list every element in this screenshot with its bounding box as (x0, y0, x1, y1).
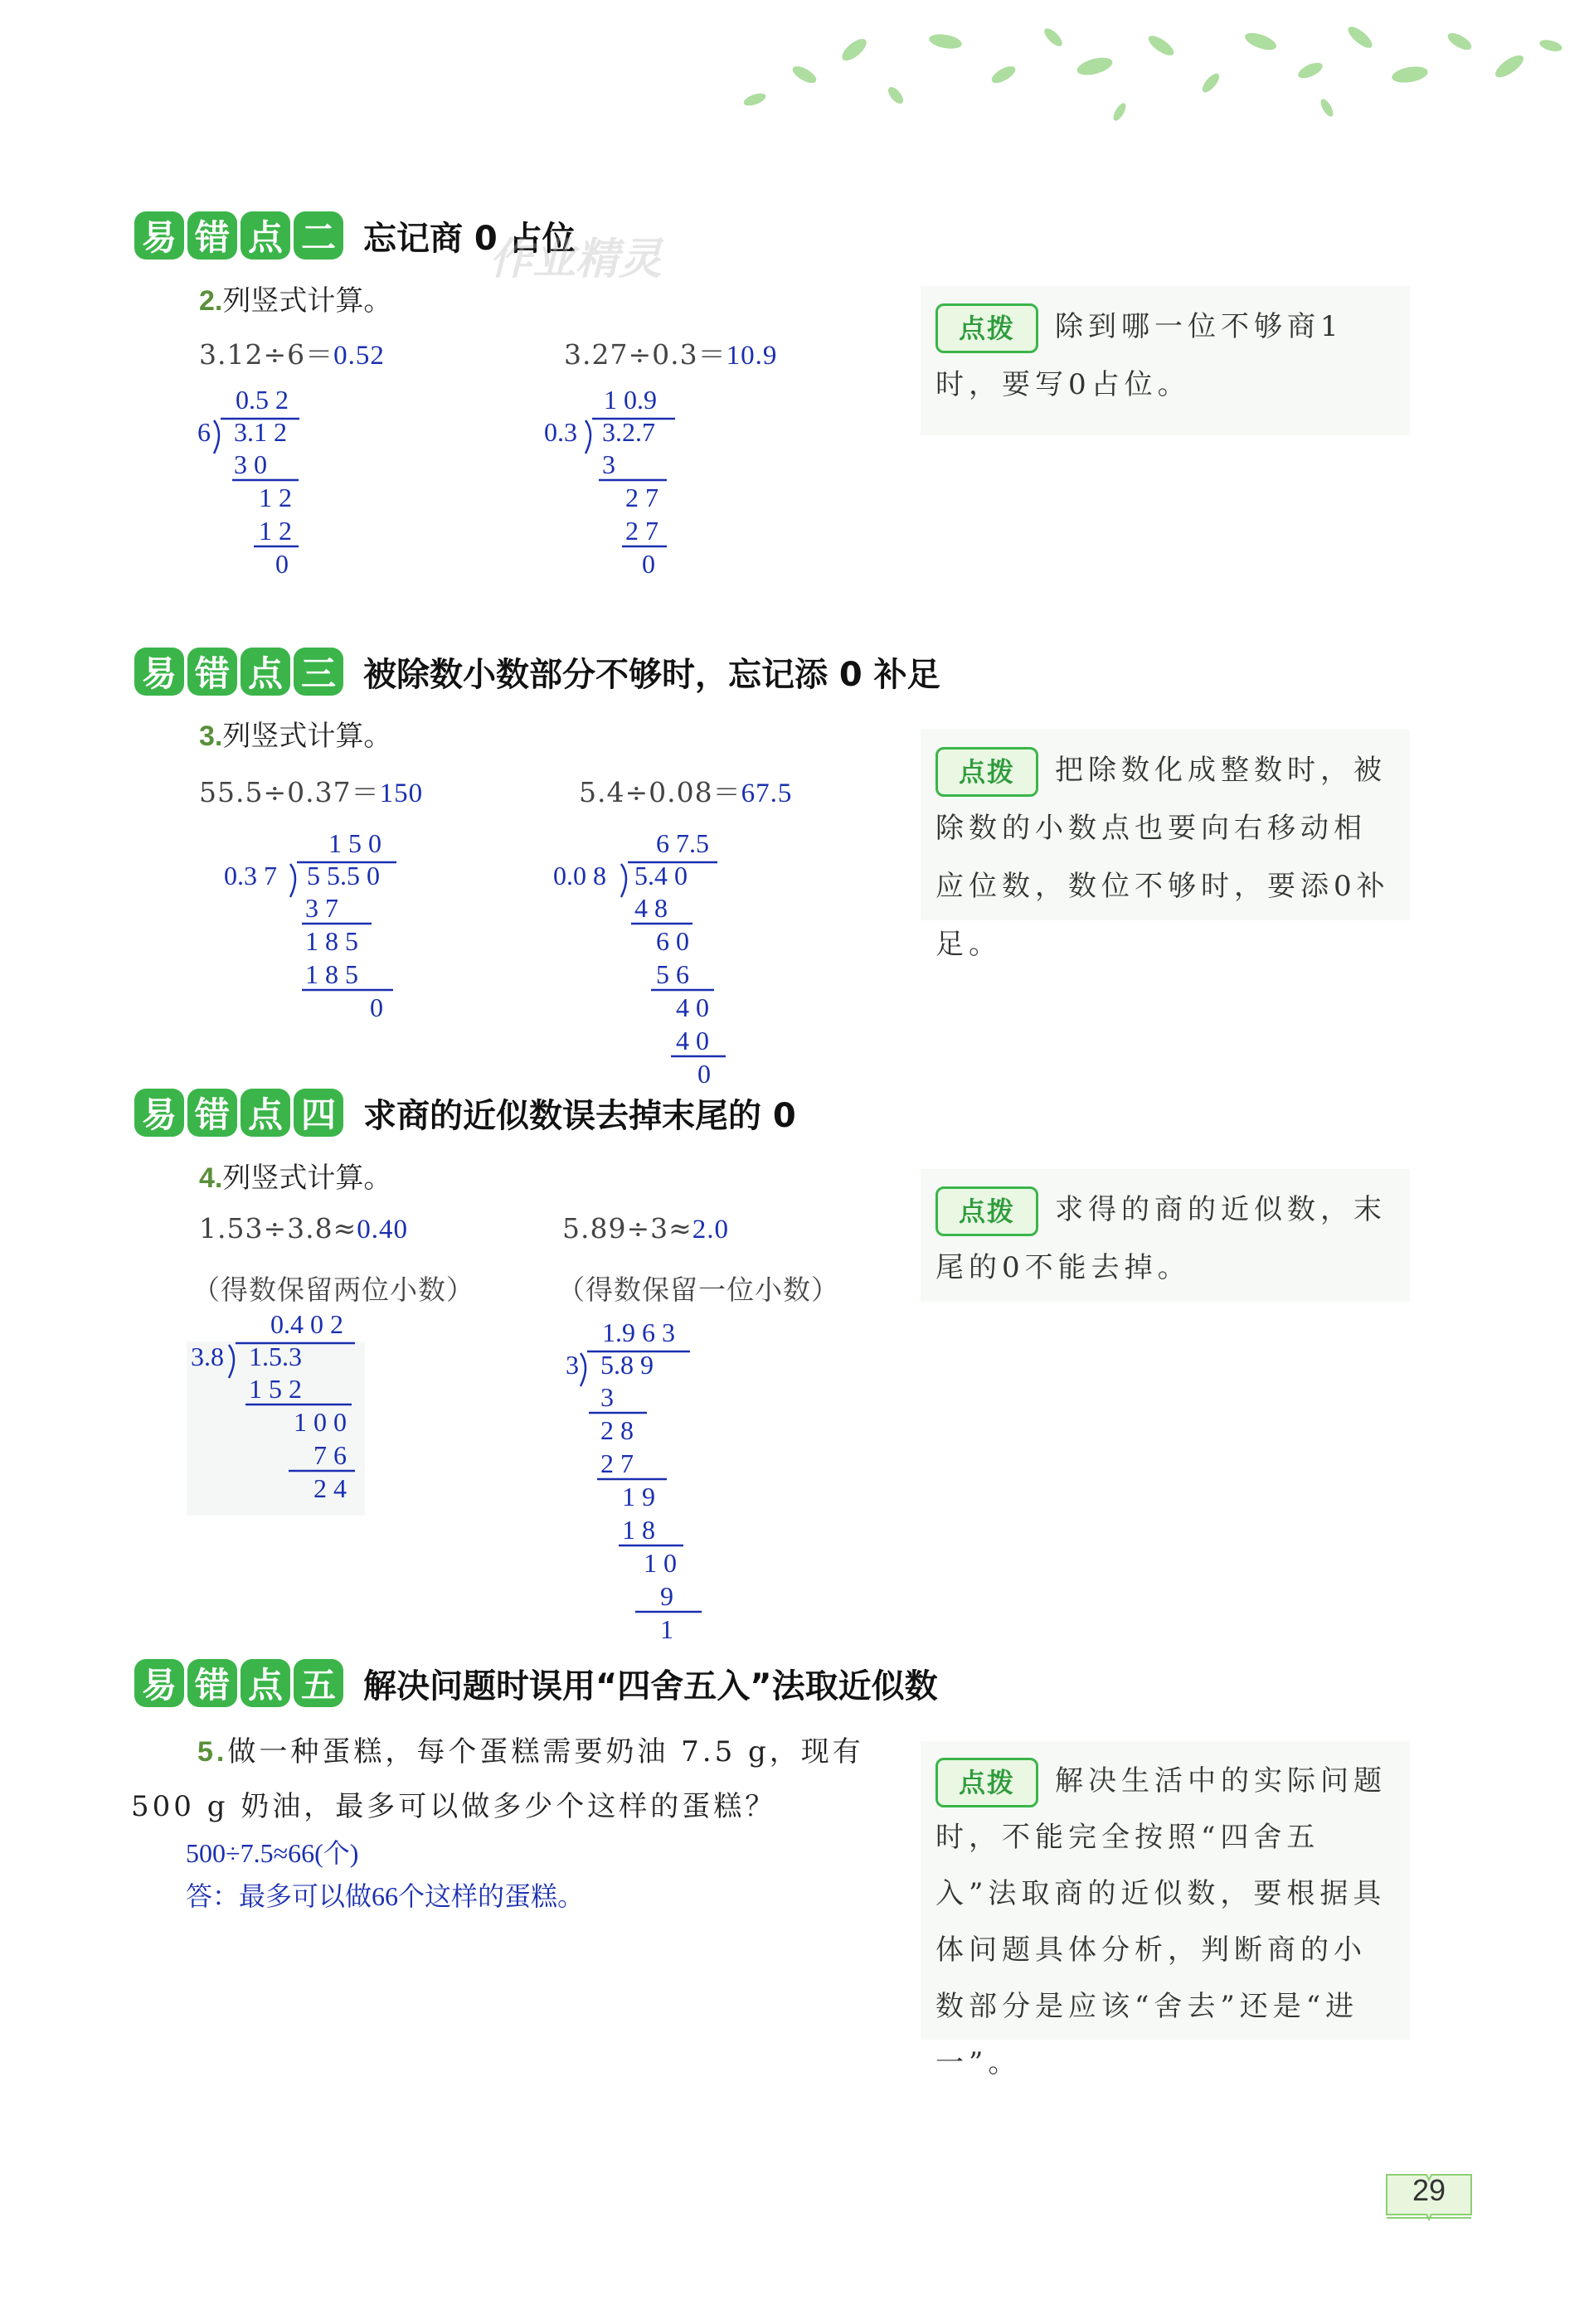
section-tag: 易 错 点 三 (134, 648, 343, 696)
solution-answer: 答：最多可以做66个这样的蛋糕。 (186, 1881, 585, 1911)
section-title: 解决问题时误用“四舍五入”法取近似数 (363, 1667, 938, 1705)
step: 2 7 (625, 516, 658, 546)
step: 1 (660, 1614, 673, 1644)
step: 0 (642, 549, 655, 579)
question-2: 2.列竖式计算。 (199, 284, 392, 318)
section-title: 被除数小数部分不够时，忘记添 0 补足 (363, 655, 940, 694)
divisor: 3.8 (191, 1342, 224, 1371)
divisor: 0.3 7 (224, 861, 277, 890)
divisor: 0.3 (544, 417, 577, 447)
divisor: 3 (566, 1350, 579, 1380)
quotient: 0.4 0 2 (270, 1309, 343, 1339)
dividend: 5.8 9 (600, 1350, 654, 1380)
step: 0 (697, 1059, 711, 1089)
page-number: 29 (1383, 2168, 1475, 2226)
step: 1 2 (259, 483, 292, 512)
long-division-2b (542, 377, 708, 585)
long-division-4b (564, 1310, 730, 1658)
step: 3 0 (234, 449, 267, 479)
tip-badge: 点拨 (936, 1186, 1038, 1236)
expression-3a: 55.5÷0.37＝150 (199, 776, 424, 808)
section-3-header (134, 647, 940, 696)
quotient: 6 7.5 (656, 828, 709, 858)
section-tag: 易 错 点 二 (134, 211, 343, 260)
watermark: 作业精灵 (489, 235, 663, 284)
step: 1 8 5 (305, 926, 358, 956)
leaves-decoration (730, 17, 1576, 141)
tip-box-5: 点拨 解决生活中的实际问题时，不能完全按照“四舍五入”法取商的近似数，要根据具体问题具体分析，判断商的小数部分是应该“舍去”还是“进一”。 (921, 1741, 1410, 2040)
long-division-3a (222, 821, 430, 1028)
step: 3 7 (305, 893, 338, 923)
long-division-2a (196, 377, 320, 585)
section-tag: 易 错 点 四 (134, 1089, 343, 1137)
expression-4a: 1.53÷3.8≈0.40 (199, 1212, 409, 1244)
tip-badge: 点拨 (936, 1758, 1038, 1807)
step: 0 (275, 549, 289, 579)
section-tag: 易 错 点 五 (134, 1659, 343, 1707)
step: 4 0 (676, 1026, 709, 1055)
step: 3 (602, 449, 615, 479)
expression-2a: 3.12÷6＝0.52 (199, 338, 385, 371)
long-division-3b (552, 821, 751, 1103)
step: 1 9 (622, 1482, 655, 1511)
step: 1 8 5 (305, 959, 358, 989)
section-4-header (134, 1088, 796, 1138)
step: 2 7 (625, 483, 658, 512)
quotient: 0.5 2 (236, 385, 289, 415)
long-division-4a (189, 1302, 372, 1517)
step: 4 0 (676, 992, 709, 1022)
expression-4b: 5.89÷3≈2.0 (562, 1212, 730, 1244)
tip-badge: 点拨 (936, 747, 1038, 797)
dividend: 3.2.7 (602, 417, 655, 447)
step: 7 6 (313, 1440, 347, 1470)
step: 1 8 (622, 1515, 655, 1545)
rounding-note-4a: （得数保留两位小数） (192, 1274, 474, 1306)
quotient: 1.9 6 3 (602, 1317, 675, 1347)
question-5: 5.做一种蛋糕，每个蛋糕需要奶油 7.5 g，现有 500 g 奶油，最多可以做多少个这样的蛋糕？ (131, 1735, 864, 1823)
solution-line-1: 500÷7.5≈66(个) (186, 1838, 359, 1868)
tip-badge: 点拨 (936, 303, 1038, 353)
step: 2 7 (600, 1448, 634, 1478)
step: 3 (600, 1382, 614, 1412)
step: 6 0 (656, 926, 689, 956)
step: 2 4 (313, 1473, 347, 1503)
step: 4 8 (634, 893, 668, 923)
question-4: 4.列竖式计算。 (199, 1162, 392, 1195)
section-title: 忘记商 0 占位 (363, 219, 576, 258)
step: 2 8 (600, 1415, 634, 1445)
section-title: 求商的近似数误去掉末尾的 0 (363, 1096, 796, 1135)
dividend: 1.5.3 (249, 1342, 302, 1371)
step: 1 0 0 (294, 1407, 347, 1437)
step: 1 2 (259, 516, 292, 546)
tip-box-4: 点拨 求得的商的近似数，末尾的0不能去掉。 (921, 1169, 1410, 1302)
rounding-note-4b: （得数保留一位小数） (557, 1274, 839, 1306)
step: 1 0 (644, 1548, 677, 1578)
dividend: 5.4 0 (634, 861, 688, 890)
expression-3b: 5.4÷0.08＝67.5 (579, 776, 793, 808)
step: 0 (370, 992, 383, 1022)
question-3: 3.列竖式计算。 (199, 720, 392, 753)
expression-2b: 3.27÷0.3＝10.9 (564, 338, 778, 371)
tip-box-3: 点拨 把除数化成整数时，被除数的小数点也要向右移动相应位数，数位不够时，要添0补足。 (921, 730, 1410, 920)
section-5-header (134, 1658, 938, 1708)
step: 1 5 2 (249, 1374, 302, 1404)
quotient: 1 0.9 (604, 385, 657, 415)
quotient: 1 5 0 (328, 828, 381, 858)
divisor: 6 (197, 417, 211, 447)
divisor: 0.0 8 (553, 861, 606, 890)
step: 9 (660, 1581, 673, 1611)
dividend: 3.1 2 (234, 417, 287, 447)
dividend: 5 5.5 0 (307, 861, 380, 890)
tip-box-2: 点拨 除到哪一位不够商1时，要写0占位。 (921, 286, 1410, 435)
step: 5 6 (656, 959, 689, 989)
